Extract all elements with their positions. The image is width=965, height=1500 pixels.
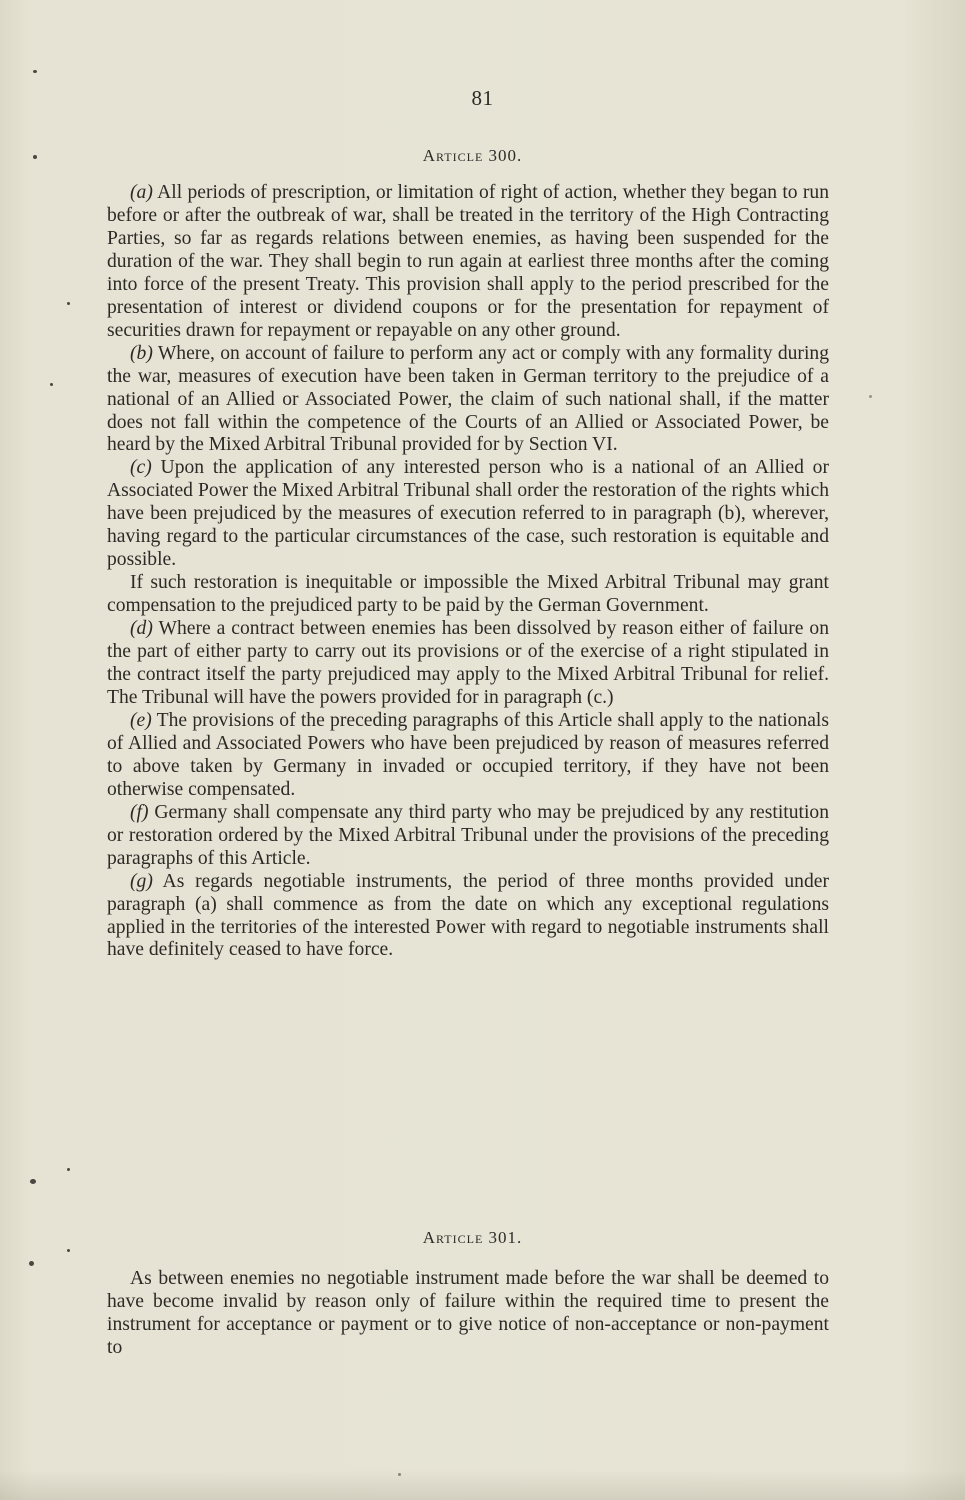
paragraph-label: (b) [130,342,153,364]
paragraph-text: Where a contract between enemies has been dissolved by reason either of failure on the part of either party to carry out its provisions or of the exercise of a right stipulated in the contract itself the party prejudiced may apply to the Mixed Arbitral Tribunal for relief. The Tribunal will have the powers provided for in paragraph (c.) [107,618,829,708]
paragraph-301-1 [107,1268,829,1360]
scan-speck [33,70,37,73]
paragraph-300-d [107,618,829,710]
scan-speck [869,395,872,398]
article-301-heading-text: Article 301. [422,1228,523,1247]
paragraph-label: (d) [130,618,153,640]
paragraph-label: (c) [130,457,152,479]
paragraph-300-e [107,710,829,802]
paragraph-label: (e) [130,709,152,731]
scan-speck [67,302,70,305]
paragraph-300-c [107,457,829,572]
paragraph-text: Germany shall compensate any third party who may be prejudiced by any restitution or restoration ordered by the Mixed Arbitral Tribunal under the provisions of the preceding paragraphs of this Article. [107,801,829,869]
article-301-body [107,1268,829,1360]
paragraph-300-g [107,871,829,963]
paragraph-300-a [107,182,829,343]
paragraph-label: (a) [130,182,153,203]
scan-speck [67,1168,70,1171]
article-300-body [107,182,829,962]
scan-speck [50,383,53,386]
binding-hole-mark [30,1179,36,1184]
paragraph-label: (g) [130,870,153,892]
page-number: 81 [471,86,494,110]
article-301-heading [0,1228,945,1248]
article-300-heading-text: Article 300. [422,146,523,165]
paragraph-text: If such restoration is inequitable or impossible the Mixed Arbitral Tribunal may grant compensation to the prejudiced party to be paid by the German Government. [107,572,829,617]
article-300-heading [0,146,945,166]
paragraph-300-c-continued [107,572,829,618]
paragraph-300-b [107,343,829,458]
paragraph-text: Where, on account of failure to perform any act or comply with any formality during the war, measures of execution have been taken in German territory to the prejudice of a national of an Allied or Associated Power, the claim of such national shall, if the matter does not fall within the competence of the Courts of an Allied or Associated Power, be heard by the Mixed Arbitral Tribunal provided for by Section VI. [107,342,829,456]
paragraph-300-f [107,802,829,871]
scan-speck [33,155,37,159]
page-edge-shadow [0,1470,965,1500]
paragraph-text: All periods of prescription, or limitation of right of action, whether they began to run before or after the outbreak of war, shall be treated in the territory of the High Contracting Parties, so far as regards relations between enemies, as having been suspended for the duration of the war. They shall begin to run again at earliest three months after the coming into force of the present Treaty. This provision shall apply to the period prescribed for the presentation of interest or dividend coupons or for the presentation for repayment of securities drawn for repayment or repayable on any other ground. [107,182,829,341]
paragraph-text: As regards negotiable instruments, the period of three months provided under paragraph (a) shall commence as from the date on which any exceptional regulations applied in the territories of the interested Power with regard to negotiable instruments shall have definitely ceased to have force. [107,870,829,961]
binding-hole-mark [29,1261,34,1266]
paragraph-text: The provisions of the preceding paragraphs of this Article shall apply to the nationals of Allied and Associated Powers who have been prejudiced by reason of measures referred to above taken by Germany in invaded or occupied territory, if they have not been otherwise compensated. [107,709,829,800]
paragraph-text: As between enemies no negotiable instrument made before the war shall be deemed to have become invalid by reason only of failure within the required time to present the instrument for acceptance or payment or to give notice of non-acceptance or non-payment to [107,1268,829,1358]
paragraph-text: Upon the application of any interested person who is a national of an Allied or Associated Power the Mixed Arbitral Tribunal shall order the restoration of the rights which have been prejudiced by the measures of execution referred to in paragraph (b), wherever, having regard to the particular circumstances of the case, such restoration is equitable and possible. [107,457,829,571]
paragraph-label: (f) [130,801,149,823]
scan-speck [67,1249,70,1252]
